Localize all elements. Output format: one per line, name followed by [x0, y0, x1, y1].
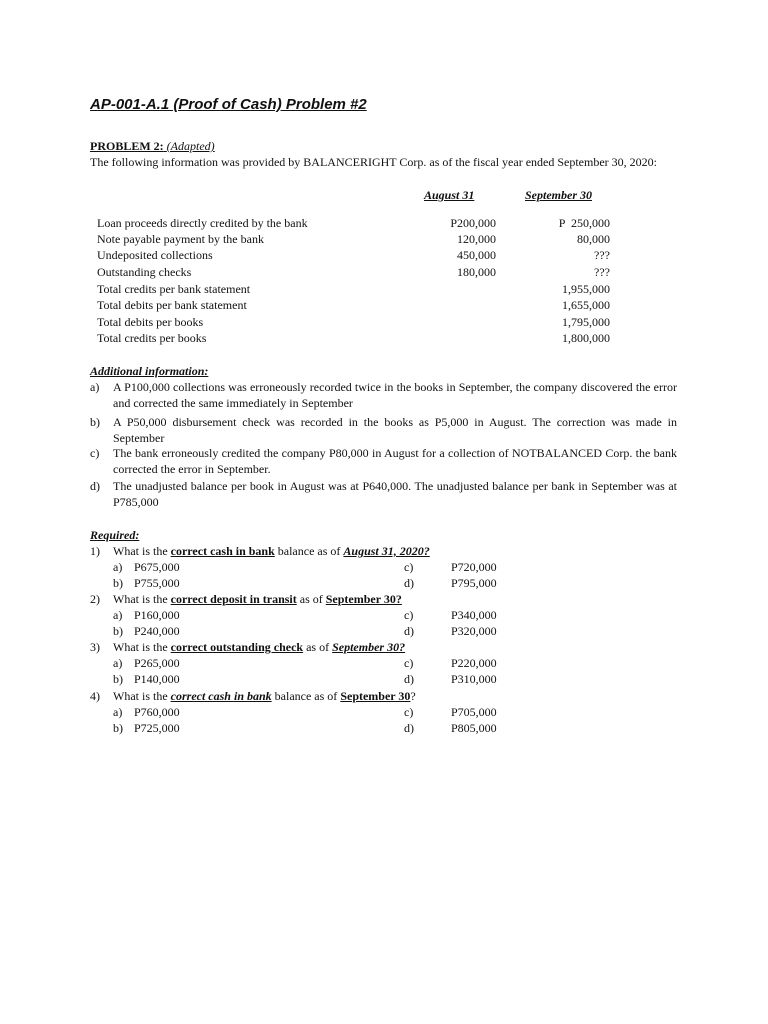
option-label-b: b)	[113, 624, 123, 638]
option-label-c: c)	[404, 608, 414, 622]
option-d: P805,000	[451, 721, 497, 735]
list-marker: d)	[90, 479, 100, 493]
problem-intro: The following information was provided by BALANCERIGHT Corp. as of the fiscal year ended September 30, 2020:	[90, 155, 657, 169]
option-label-d: d)	[404, 672, 414, 686]
table-row-label: Total credits per books	[97, 331, 207, 345]
problem-label: PROBLEM 2:	[90, 139, 164, 153]
question-number: 2)	[90, 592, 100, 606]
option-a: P160,000	[134, 608, 180, 622]
question-number: 1)	[90, 544, 100, 558]
table-cell-september: 1,800,000	[562, 331, 610, 345]
question-number: 4)	[90, 689, 100, 703]
option-b: P725,000	[134, 721, 180, 735]
table-row-label: Loan proceeds directly credited by the bank	[97, 216, 308, 230]
option-d: P320,000	[451, 624, 497, 638]
question-text: What is the correct deposit in transit as of September 30?	[113, 592, 402, 606]
table-cell-august: 450,000	[457, 248, 496, 262]
option-b: P240,000	[134, 624, 180, 638]
option-d: P795,000	[451, 576, 497, 590]
list-item: The bank erroneously credited the company P80,000 in August for a collection of NOTBALANCED Corp. the bank corrected the error in September.	[113, 446, 677, 476]
additional-info-heading: Additional information:	[90, 364, 209, 378]
table-cell-september: 1,655,000	[562, 298, 610, 312]
table-cell-august: P200,000	[450, 216, 496, 230]
list-item: A P100,000 collections was erroneously recorded twice in the books in September, the company discovered the error and corrected the same immediately in September	[113, 380, 677, 410]
table-cell-september: ???	[594, 265, 610, 279]
option-c: P340,000	[451, 608, 497, 622]
option-label-a: a)	[113, 656, 123, 670]
option-b: P755,000	[134, 576, 180, 590]
option-a: P760,000	[134, 705, 180, 719]
column-header-september: September 30	[525, 188, 592, 202]
option-d: P310,000	[451, 672, 497, 686]
table-cell-september: P 250,000	[558, 216, 610, 230]
option-label-a: a)	[113, 608, 123, 622]
list-item: The unadjusted balance per book in August was at P640,000. The unadjusted balance per bank in September was at P785,000	[113, 479, 677, 509]
question-text: What is the correct outstanding check as of September 30?	[113, 640, 406, 654]
option-b: P140,000	[134, 672, 180, 686]
table-row-label: Undeposited collections	[97, 248, 213, 262]
table-cell-august: 180,000	[457, 265, 496, 279]
option-label-a: a)	[113, 705, 123, 719]
list-item: A P50,000 disbursement check was recorded in the books as P5,000 in August. The correction was made in September	[113, 415, 677, 445]
option-label-c: c)	[404, 560, 414, 574]
table-row-label: Total debits per bank statement	[97, 298, 247, 312]
column-header-august: August 31	[424, 188, 475, 202]
option-label-b: b)	[113, 672, 123, 686]
question-text: What is the correct cash in bank balance as of September 30?	[113, 689, 416, 703]
required-heading: Required:	[90, 528, 140, 542]
option-label-d: d)	[404, 624, 414, 638]
list-marker: b)	[90, 415, 100, 429]
option-c: P705,000	[451, 705, 497, 719]
table-cell-september: 1,795,000	[562, 315, 610, 329]
table-cell-september: 80,000	[577, 232, 610, 246]
option-label-c: c)	[404, 705, 414, 719]
option-label-d: d)	[404, 721, 414, 735]
question-text: What is the correct cash in bank balance as of August 31, 2020?	[113, 544, 430, 558]
option-a: P265,000	[134, 656, 180, 670]
table-row-label: Note payable payment by the bank	[97, 232, 264, 246]
problem-tag: (Adapted)	[166, 139, 215, 153]
option-label-b: b)	[113, 576, 123, 590]
question-number: 3)	[90, 640, 100, 654]
table-cell-september: ???	[594, 248, 610, 262]
option-a: P675,000	[134, 560, 180, 574]
option-label-b: b)	[113, 721, 123, 735]
list-marker: a)	[90, 380, 100, 394]
problem-heading	[90, 138, 215, 154]
table-cell-august: 120,000	[457, 232, 496, 246]
table-row-label: Total credits per bank statement	[97, 282, 251, 296]
option-label-a: a)	[113, 560, 123, 574]
table-cell-september: 1,955,000	[562, 282, 610, 296]
option-label-c: c)	[404, 656, 414, 670]
document-title: AP-001-A.1 (Proof of Cash) Problem #2	[90, 96, 367, 113]
option-c: P720,000	[451, 560, 497, 574]
option-label-d: d)	[404, 576, 414, 590]
option-c: P220,000	[451, 656, 497, 670]
table-row-label: Outstanding checks	[97, 265, 192, 279]
list-marker: c)	[90, 446, 100, 460]
table-row-label: Total debits per books	[97, 315, 204, 329]
